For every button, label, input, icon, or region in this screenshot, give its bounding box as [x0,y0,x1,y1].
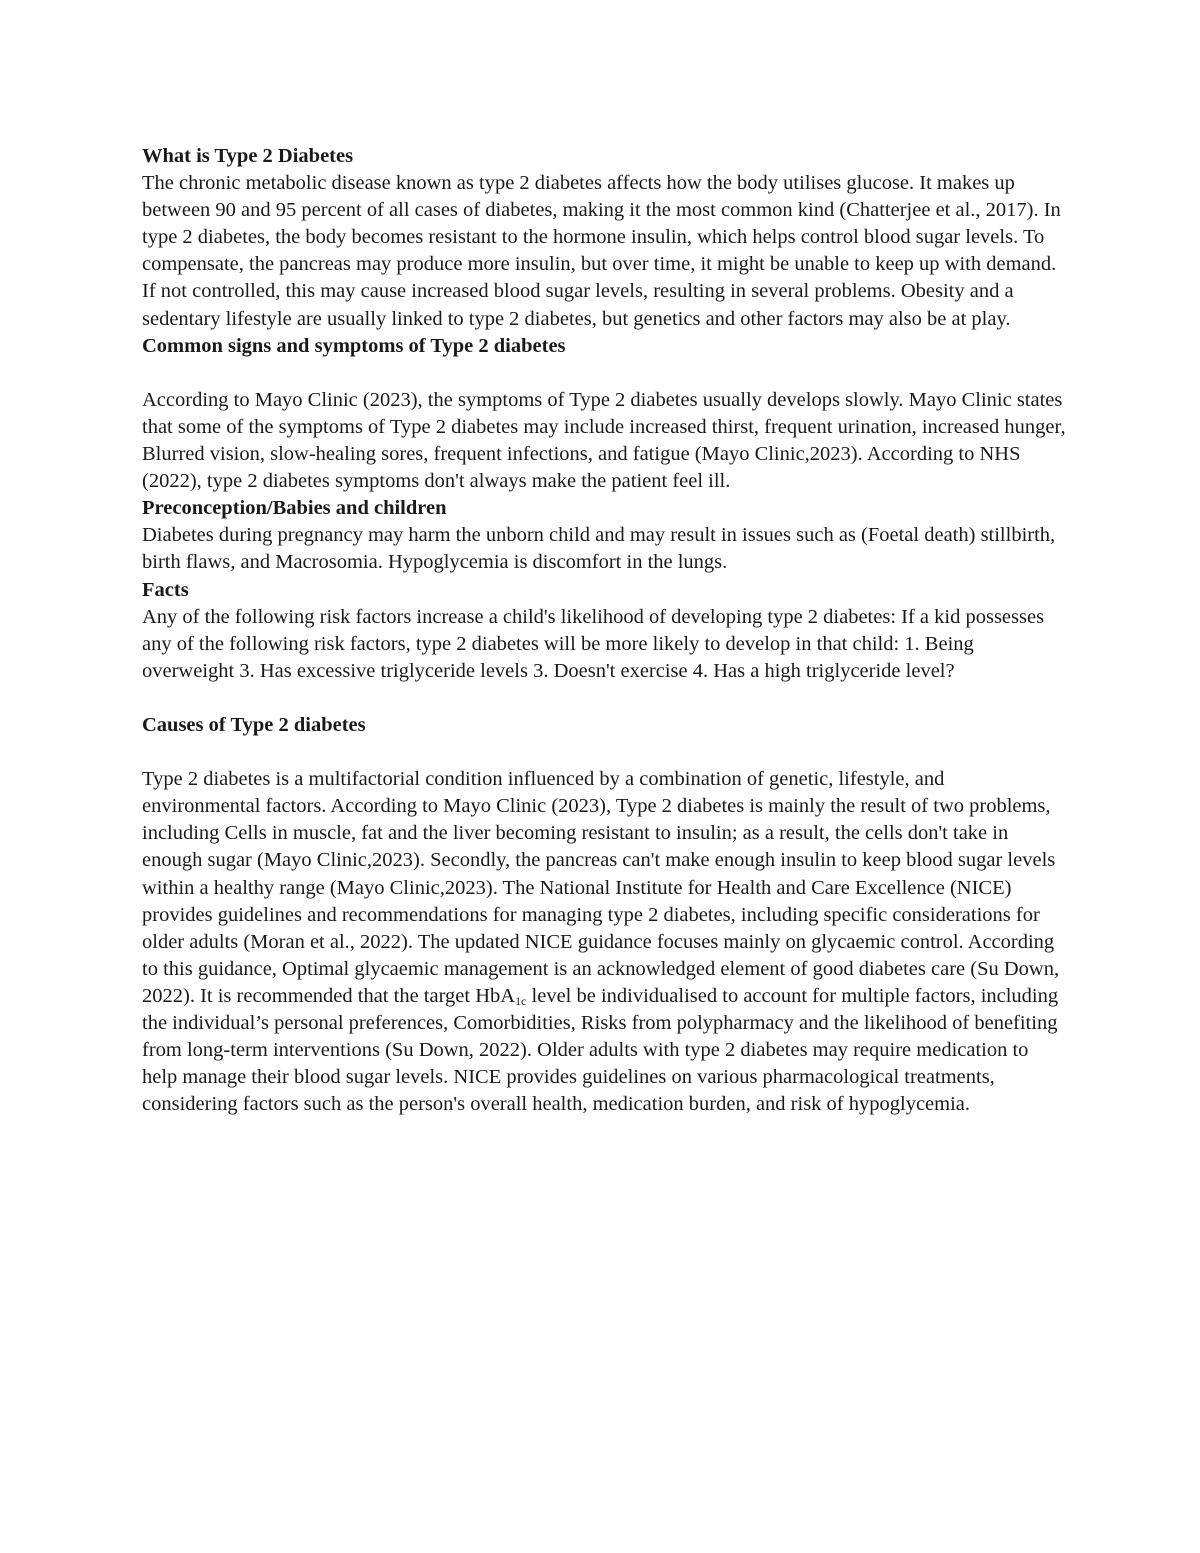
paragraph-preconception: Diabetes during pregnancy may harm the unborn child and may result in issues such as (Foetal death) stillbirth, birth flaws, and Macrosomia. Hypoglycemia is discomfort in the lungs. [142,524,1056,574]
heading-preconception: Preconception/Babies and children [142,497,447,520]
paragraph-facts: Any of the following risk factors increase a child's likelihood of developing type 2 diabetes: If a kid possesses any of the following risk factors, type 2 diabetes will be more likely to develop in that child: 1. Being overweight 3. Has excessive triglyceride levels 3. Doesn't exercise 4. Has a high triglyceride level? [142,605,1045,682]
heading-signs-symptoms: Common signs and symptoms of Type 2 diabetes [142,334,566,357]
hba1c-main: HbA [475,984,516,1007]
paragraph-causes [142,766,1067,1118]
paragraph-what-is-type2: The chronic metabolic disease known as type 2 diabetes affects how the body utilises glucose. It makes up between 90 and 95 percent of all cases of diabetes, making it the most common kind (Chatterjee et al., 2017). In type 2 diabetes, the body becomes resistant to the hormone insulin, which helps control blood sugar levels. To compensate, the pancreas may produce more insulin, but over time, it might be unable to keep up with demand. If not controlled, this may cause increased blood sugar levels, resulting in several problems. Obesity and a sedentary lifestyle are usually linked to type 2 diabetes, but genetics and other factors may also be at play. [142,172,1061,330]
causes-text-part1: Type 2 diabetes is a multifactorial condition influenced by a combination of genetic, lifestyle, and environmental factors. According to Mayo Clinic (2023), Type 2 diabetes is mainly the result of two problems, including Cells in muscle, fat and the liver becoming resistant to insulin; as a result, the cells don't take in enough sugar (Mayo Clinic,2023). Secondly, the pancreas can't make enough insulin to keep blood sugar levels within a healthy range (Mayo Clinic,2023). The National Institute for Health and Care Excellence (NICE) provides guidelines and recommendations for managing type 2 diabetes, including specific considerations for older adults (Moran et al., 2022). The updated NICE guidance focuses mainly on glycaemic control. According to this guidance, Optimal glycaemic management is an acknowledged element of good diabetes care (Su Down, 2022). It is recommended that the target [142,768,1060,1007]
causes-text-part2: level be individualised to account for multiple factors, including the individual’s personal preferences, Comorbidities, Risks from polypharmacy and the likelihood of benefiting from long-term interventions (Su Down, 2022). Older adults with type 2 diabetes may require medication to help manage their blood sugar levels. NICE provides guidelines on various pharmacological treatments, considering factors such as the person's overall health, medication burden, and risk of hypoglycemia. [142,984,1059,1116]
heading-what-is-type2: What is Type 2 Diabetes [142,145,354,167]
hba1c-term [475,985,526,1007]
paragraph-signs-symptoms: According to Mayo Clinic (2023), the symptoms of Type 2 diabetes usually develops slowly. Mayo Clinic states that some of the symptoms of Type 2 diabetes may include increased thirst, frequent urination, increased hunger, Blurred vision, slow-healing sores, frequent infections, and fatigue (Mayo Clinic,2023). According to NHS (2022), type 2 diabetes symptoms don't always make the patient feel ill. [142,388,1066,493]
heading-causes: Causes of Type 2 diabetes [142,713,366,736]
blank-line [142,739,1067,766]
blank-line [142,685,1067,712]
hba1c-subscript: 1c [515,993,527,1008]
blank-line [142,360,1067,387]
heading-facts: Facts [142,578,189,601]
document-body [142,143,1067,1118]
